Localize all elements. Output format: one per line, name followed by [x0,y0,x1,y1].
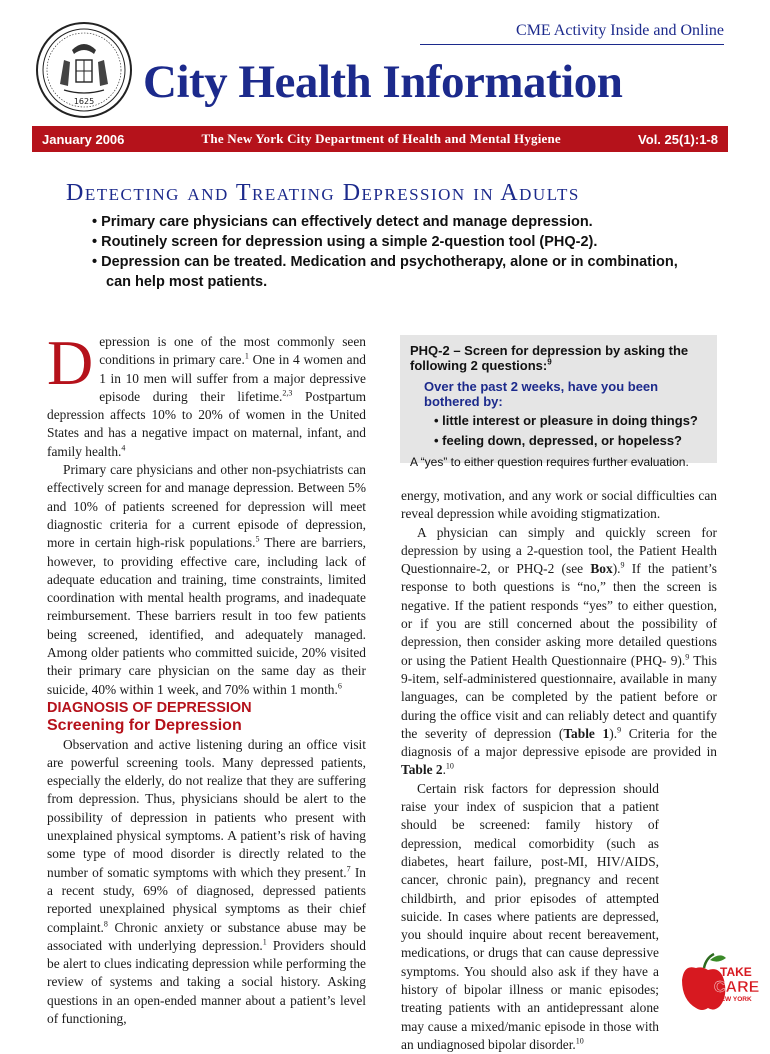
risk-factors-paragraph: Certain risk factors for depression should raise your index of suspicion that a patient should be screened: family history of depression, medical comorbidity (such as diabetes, heart failure, post-MI, HIV/AIDS, cancer, chronic pain), pregnancy and recent childbirth, and prior episodes of attempted suicide. In cases where patients are depressed, you should inquire about recent bereavement, medications, or drugs that can cause depressive symptoms. You should also ask if they have a history of bipolar illness or manic episodes; treating patients with an antidepressant alone may cause a mixed/manic episode in those with an undiagnosed bipolar disorder.$^{10}$ [401,780,659,1052]
reference-marker: 9 [547,357,552,367]
screening-paragraph: Observation and active listening during an office visit are powerful screening tools. Many depressed patients, especially the elderly, do not realize that they are suffering from depression. Thus, physicians should be alert to the possibility of depression in patients who present with unexplained physical symptoms. A patient’s risk of having some type of mood disorder is directly related to the number of somatic symptoms with which they present.$^7$ In a recent study, 69% of diagnosed, depressed patients reported unexplained physical symptoms as their chief complaint.$^8$ Chronic anxiety or substance abuse may be associated with underlying depression.$^1$ Providers should be alert to clues indicating depression while performing the review of systems and taking a social history. Asking questions in an open-ended manner about a patient’s level of functioning, [47,736,366,1026]
issue-date: January 2006 [42,131,125,147]
reference-marker: 6 [337,681,342,691]
masthead-title: City Health Information [143,56,623,108]
key-points-list [90,212,690,292]
phq2-callout-box [400,335,717,469]
reference-marker: 2,3 [282,388,293,398]
continuation-paragraph: energy, motivation, and any work or social difficulties can reveal depression while avoiding stigmatization. [401,488,717,522]
reference-marker: 7 [346,864,351,874]
barriers-paragraph: Primary care physicians and other non-psychiatrists can effectively screen for and manage depression. Between 5% and 10% of patients screened for depression will meet diagnostic criteria for a current episode of depression, more in certain high-risk populations.$^5$ There are barriers, however, to providing effective care, including lack of adequate education and training, time constraints, limited coordination with mental health programs, and inadequate reimbursement. These barriers result in too few patients being screened, identified, and adequately managed. Among older patients who committed suicide, 20% visited their primary care physician on the same day as their suicide, 40% within 1 week, and 70% within 1 month.$^6$ [47,462,366,697]
left-column [47,327,367,1028]
header-banner [32,126,728,152]
key-point: • Routinely screen for depression using a simple 2-question tool (PHQ-2). [90,232,690,252]
drop-cap: D [47,327,94,398]
reference-marker: 8 [103,919,108,929]
phq2-box-footer: A “yes” to either question requires further evaluation. [410,455,689,469]
phq2-question: • little interest or pleasure in doing things? [434,413,698,428]
key-point: • Primary care physicians can effectively detect and manage depression. [90,212,690,232]
reference-marker: 10 [575,1036,584,1046]
reference-marker: 10 [445,761,454,771]
department-name: The New York City Department of Health and Mental Hygiene [201,131,561,146]
cme-activity-notice: CME Activity Inside and Online [420,22,724,45]
take-care-new-york-logo [674,946,760,1016]
issue-volume: Vol. 25(1):1-8 [638,131,718,147]
phq-screening-paragraph: A physician can simply and quickly screen for depression by using a 2-question tool, the Patient Health Questionnaire-2, or PHQ-2 (see Box).$^9$ If the patient’s response to both questions is “no,” then the screen is negative. If the patient responds “yes” to either question, or if you are still concerned about the possibility of depression, then consider asking more detailed questions or using the Patient Health Questionnaire (PHQ- 9).$^9$ This 9-item, self-administered questionnaire, available in many languages, can be completed by the patient before or during the office visit and can reliably detect and quantify the severity of depression (Table 1).$^9$ Criteria for the diagnosis of a major depressive episode are provided in Table 2.10 [401,524,717,778]
reference-marker: 5 [255,534,260,544]
reference-marker: 1 [244,351,249,361]
phq2-box-subtitle: Over the past 2 weeks, have you been bothered by: [424,379,659,409]
subsection-heading-screening: Screening for Depression [47,717,242,735]
reference-marker: 9 [617,725,622,735]
reference-marker: 4 [121,443,126,453]
section-heading-diagnosis: DIAGNOSIS OF DEPRESSION [47,699,252,716]
svg-text:CARE: CARE [714,979,760,996]
right-column [401,487,717,1054]
article-title: Detecting and Treating Depression in Adults [66,180,580,206]
nyc-seal-logo [34,20,134,120]
phq2-question: • feeling down, depressed, or hopeless? [434,433,682,448]
svg-text:NEW YORK: NEW YORK [716,996,752,1003]
phq2-box-title: PHQ-2 – Screen for depression by asking the following 2 questions:$^9$ [410,343,689,373]
reference-marker: 9 [620,560,625,570]
intro-paragraph: Depression is one of the most commonly seen conditions in primary care.$^1$ One in 4 women and 1 in 10 men will suffer from a major depressive episode during their lifetime.$^{2,3}$ Postpartum depression affects 10% to 20% of women in the United States and has a negative impact on maternal, infant, and family health.$^4$ [47,327,367,459]
reference-marker: 1 [262,937,267,947]
key-point: • Depression can be treated. Medication and psychotherapy, alone or in combination, can help most patients. [90,252,690,292]
svg-text:TAKE: TAKE [720,965,752,979]
reference-marker: 9 [685,652,690,662]
seal-year: 1625 [73,97,95,106]
